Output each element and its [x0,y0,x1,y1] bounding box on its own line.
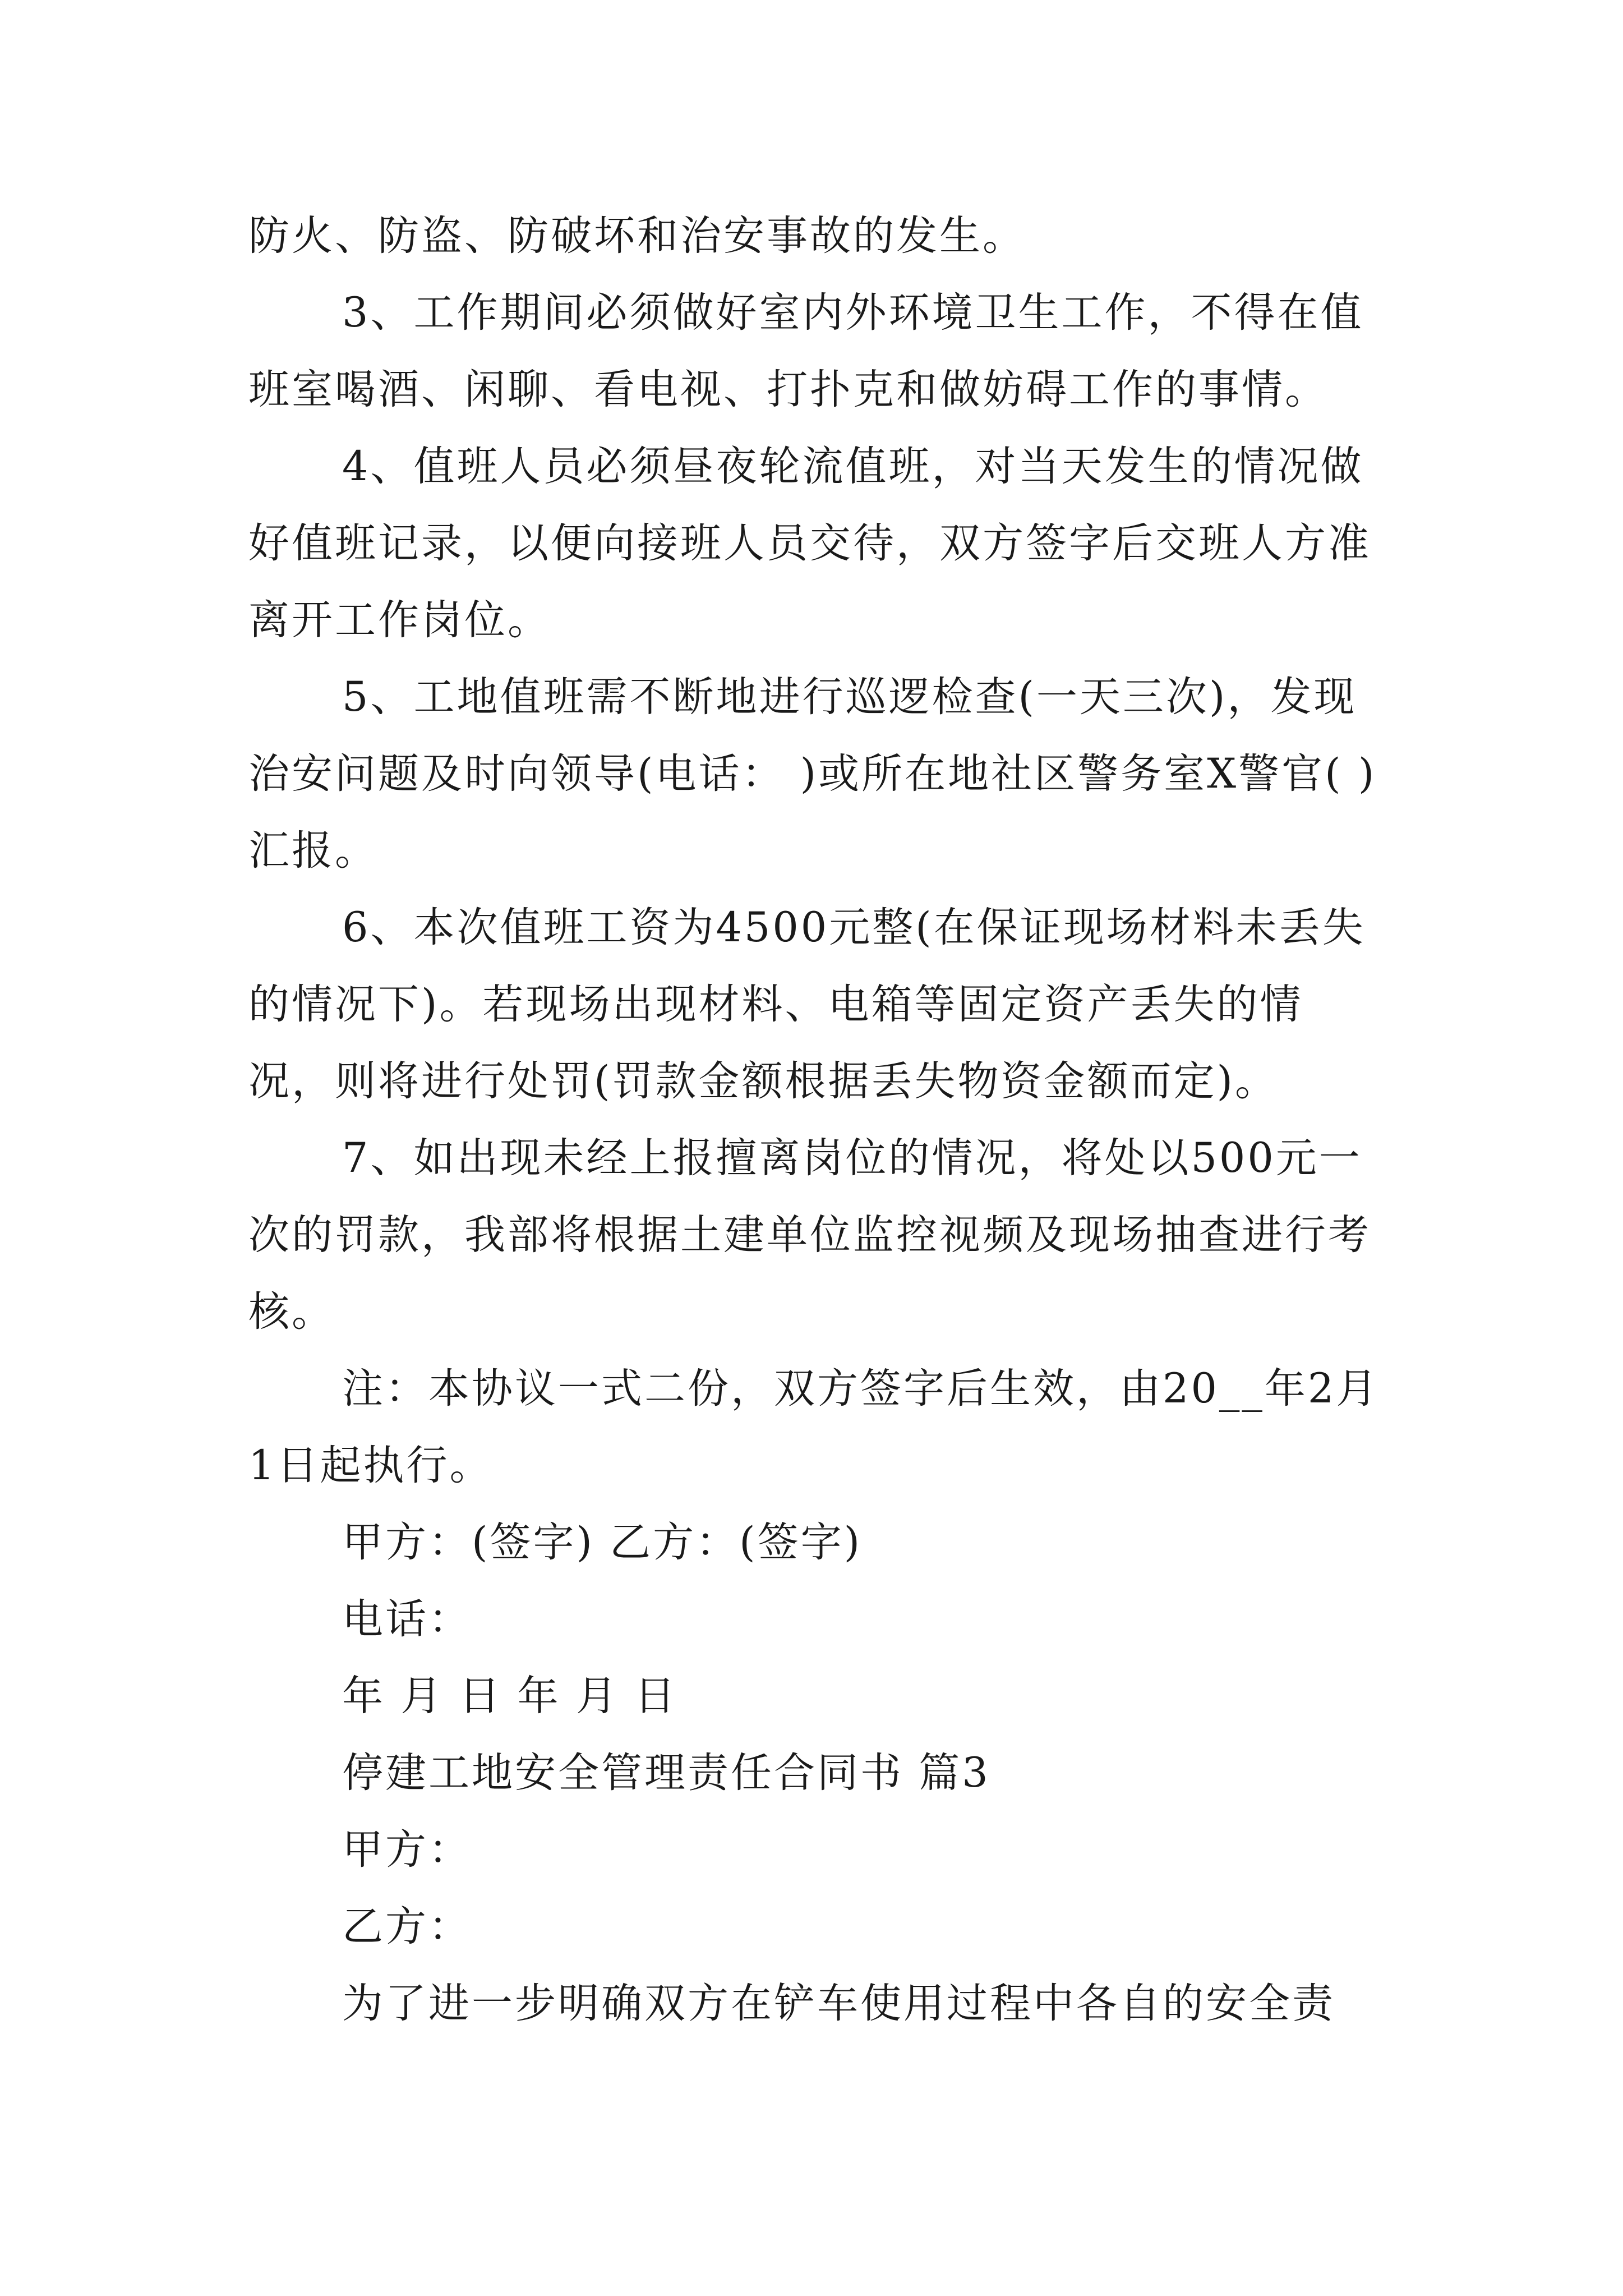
document-body [248,197,1387,2042]
note-paragraph: 注：本协议一式二份，双方签字后生效，由20__年2月1日起执行。 [248,1365,1380,1489]
signature-line: 甲方：(签字) 乙方：(签字) [342,1519,863,1566]
party-b-line: 乙方： [342,1903,472,1950]
clause-7: 7、如出现未经上报擅离岗位的情况，将处以500元一次的罚款，我部将根据土建单位监控视频及现场抽查进行考核。 [248,1134,1371,1336]
clause-4: 4、值班人员必须昼夜轮流值班，对当天发生的情况做好值班记录，以便向接班人员交待，双方签字后交班人方准离开工作岗位。 [248,443,1371,644]
phone-line: 电话： [342,1595,472,1643]
clause-5: 5、工地值班需不断地进行巡逻检查(一天三次)，发现治安问题及时向领导(电话： )或所在地社区警务室X警官( )汇报。 [248,673,1377,875]
intro-paragraph: 为了进一步明确双方在铲车使用过程中各自的安全责 [342,1980,1335,2027]
party-a-line: 甲方： [342,1826,472,1874]
section-title: 停建工地安全管理责任合同书 篇3 [342,1749,990,1797]
paragraph-continuation: 防火、防盗、防破坏和治安事故的发生。 [248,212,1026,260]
clause-6: 6、本次值班工资为4500元整(在保证现场材料未丢失的情况下)。若现场出现材料、电箱等固定资产丢失的情况，则将进行处罚(罚款金额根据丢失物资金额而定)。 [248,904,1366,1105]
clause-3: 3、工作期间必须做好室内外环境卫生工作，不得在值班室喝酒、闲聊、看电视、打扑克和做妨碍工作的事情。 [248,289,1364,413]
date-line: 年 月 日 年 月 日 [342,1672,678,1720]
